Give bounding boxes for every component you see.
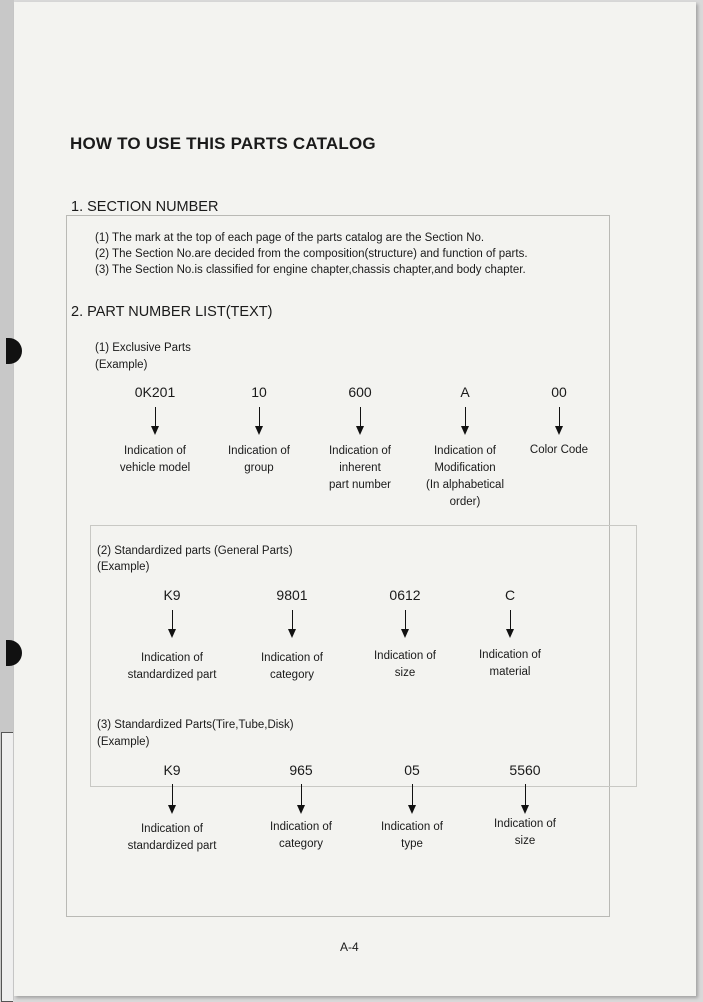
part-number-segment: C [504,587,516,603]
segment-description: Indication of standardized part [127,652,217,681]
tire-example: (Example) [97,736,150,748]
segment-description: Indication of material [478,649,541,678]
part-number-segment: 0K201 [134,384,176,400]
part-number-segment: 0612 [389,587,421,603]
section1-heading: 1. SECTION NUMBER [71,199,219,215]
part-number-segment: 00 [551,384,567,400]
segment-description: Indication of standardized part [127,823,217,852]
part-number-segment: K9 [163,762,181,778]
standardized-example: (Example) [97,561,150,573]
part-number-segment: 5560 [509,762,541,778]
segment-description: Indication of type [380,821,443,850]
segment-description: Indication of size [493,818,556,847]
segment-description: Indication of Modification (In alphabetical order) [426,445,504,508]
part-number-segment: 965 [289,762,313,778]
page-title: HOW TO USE THIS PARTS CATALOG [70,134,376,153]
part-number-segment: 600 [348,384,372,400]
segment-description: Indication of inherent part number [328,445,391,491]
segment-description: Indication of category [260,652,323,681]
tire-title: (3) Standardized Parts(Tire,Tube,Disk) [97,719,294,731]
standardized-title: (2) Standardized parts (General Parts) [97,545,293,557]
exclusive-example: (Example) [95,359,148,371]
section1-line: (1) The mark at the top of each page of the parts catalog are the Section No. [95,232,485,244]
segment-description: Indication of group [227,445,290,474]
segment-description: Indication of size [373,650,436,679]
part-number-segment: 9801 [276,587,308,603]
part-number-segment: K9 [163,587,181,603]
segment-description: Color Code [529,444,589,456]
section1-line: (3) The Section No.is classified for engine chapter,chassis chapter,and body chapter. [95,264,526,276]
exclusive-title: (1) Exclusive Parts [95,342,191,354]
section2-heading: 2. PART NUMBER LIST(TEXT) [71,304,273,320]
part-number-segment: 05 [404,762,420,778]
section1-line: (2) The Section No.are decided from the composition(structure) and function of parts. [95,248,528,260]
segment-description: Indication of category [269,821,332,850]
part-number-segment: A [460,384,470,400]
segment-description: Indication of vehicle model [119,445,191,474]
adjacent-page-edge [1,732,13,1002]
part-number-segment: 10 [251,384,267,400]
page-number: A-4 [340,940,359,954]
section1-lines [95,230,528,278]
